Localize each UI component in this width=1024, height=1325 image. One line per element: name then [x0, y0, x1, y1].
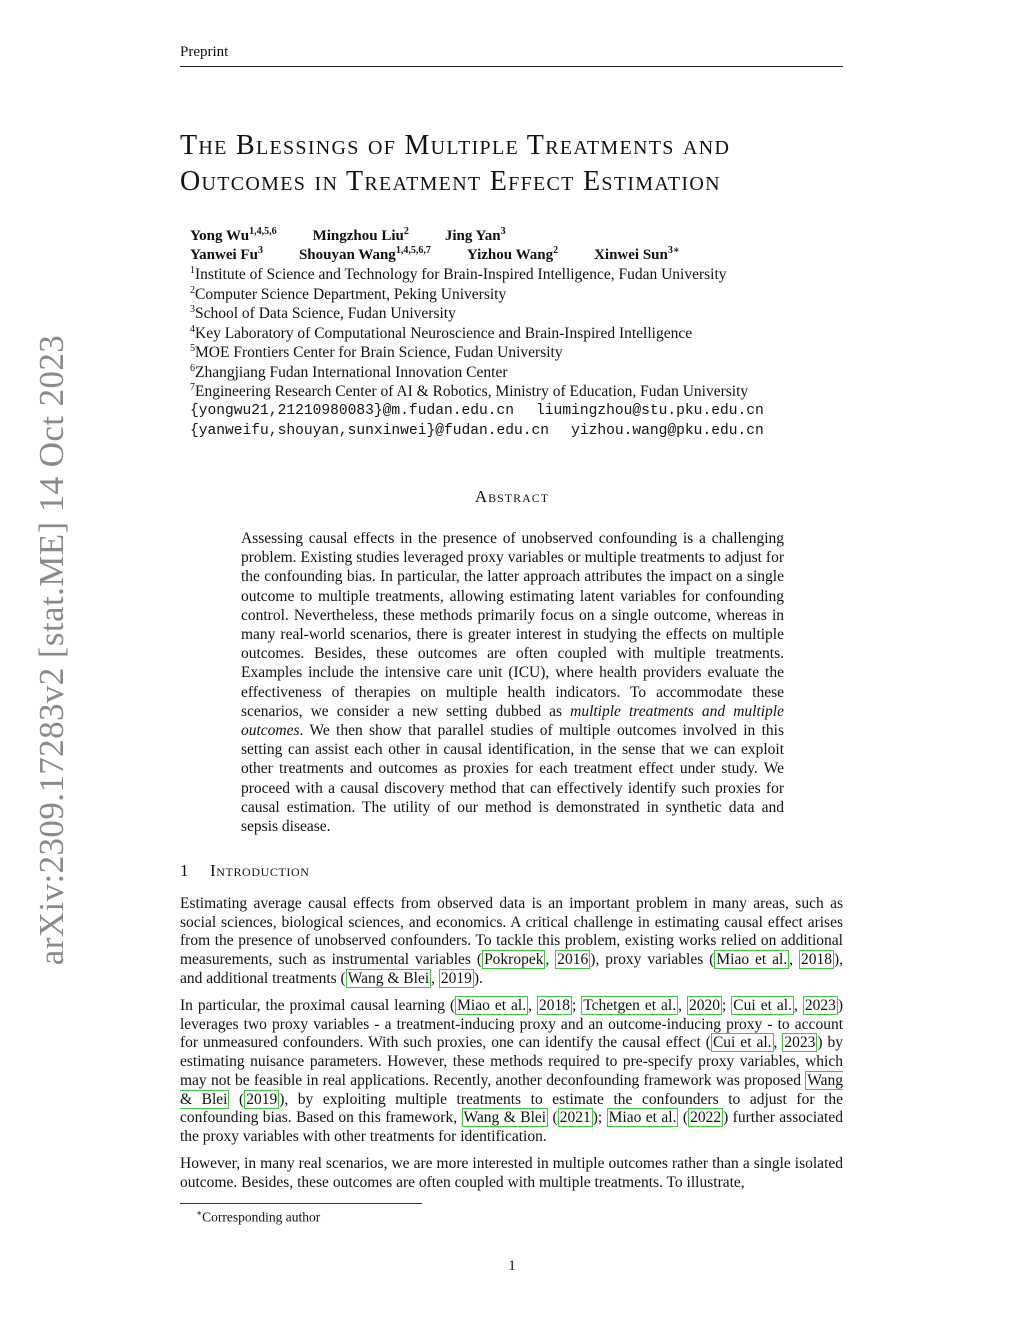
- abstract-emphasis: multiple treatments and multiple outcomes: [241, 702, 784, 740]
- citation-year-link[interactable]: 2020: [688, 997, 720, 1014]
- author: Jing Yan$^3$: [444, 226, 506, 244]
- author-row-1: [190, 227, 850, 246]
- email-address: {yanweifu,shouyan,sunxinwei}@fudan.edu.cn: [190, 423, 550, 439]
- author-list: [190, 227, 850, 265]
- email-line-1: [190, 401, 860, 421]
- affiliation: $^6$Zhangjiang Fudan International Innovation Center: [190, 362, 508, 381]
- citation-year-link[interactable]: 2019: [246, 1090, 278, 1108]
- intro-paragraph-2: In particular, the proximal causal learning ( Miao et al. , 2018 ; Tchetgen et al. , 2020 ; Cui et al. , 2023 ) leverages two proxy variables - a treatment-inducing proxy and an outcome-inducing proxy - to account for unmeasured confounders. With such proxies, one can identify the causal effect ( Cui et al. , 2023 ) by estimating nuisance parameters. However, these methods required to pre-specify proxy variables, which may not be feasible in real applications. Recently, another deconfounding framework was proposed Wang & Blei ( 2019 ), by exploiting multiple treatments to estimate the confounders to adjust for the confounding bias. Based on this framework, Wang & Blei ( 2021 ); Miao et al. ( 2022 ) further associated the proxy variables with other treatments for identification.: [180, 997, 844, 1145]
- email-address: liumingzhou@stu.pku.edu.cn: [536, 403, 764, 419]
- citation-link[interactable]: Wang & Blei: [180, 1071, 843, 1108]
- author: Yong Wu$^{1,4,5,6}$: [190, 226, 277, 244]
- citation-year-link[interactable]: 2019: [440, 969, 472, 987]
- title-line-2: Outcomes in Treatment Effect Estimation: [180, 166, 721, 197]
- affiliation: $^7$Engineering Research Center of AI & Robotics, Ministry of Education, Fudan University: [190, 381, 749, 400]
- citation-year-link[interactable]: 2023: [784, 1034, 816, 1052]
- email-address: yizhou.wang@pku.edu.cn: [571, 423, 764, 439]
- author: Yanwei Fu$^3$: [190, 245, 263, 263]
- citation-link[interactable]: Tchetgen et al.: [583, 997, 677, 1014]
- section-number: 1: [180, 861, 190, 880]
- paper-title: [180, 128, 860, 200]
- footnote: [196, 1208, 320, 1226]
- author: Yizhou Wang$^2$: [466, 245, 559, 263]
- citation-link[interactable]: Miao et al.: [608, 1109, 677, 1127]
- footnote-rule: [180, 1203, 422, 1204]
- footnote-text: Corresponding author: [202, 1209, 321, 1225]
- title-line-1: The Blessings of Multiple Treatments and: [180, 130, 731, 161]
- citation-link[interactable]: Wang & Blei: [347, 969, 430, 987]
- email-address: {yongwu21,21210980083}@m.fudan.edu.cn: [190, 403, 515, 419]
- citation-year-link[interactable]: 2018: [538, 997, 570, 1014]
- affiliation-list: [190, 265, 850, 402]
- citation-link[interactable]: Miao et al.: [716, 951, 788, 969]
- citation-link[interactable]: Cui et al.: [712, 1034, 772, 1052]
- citation-year-link[interactable]: 2023: [804, 997, 836, 1014]
- section-heading: [180, 861, 310, 881]
- citation-link[interactable]: Pokropek: [484, 951, 544, 969]
- affiliation: $^4$Key Laboratory of Computational Neuroscience and Brain-Inspired Intelligence: [190, 323, 693, 342]
- citation-link[interactable]: Wang & Blei: [463, 1109, 547, 1127]
- citation-link[interactable]: Miao et al.: [457, 997, 527, 1014]
- author: Mingzhou Liu$^2$: [312, 226, 409, 244]
- header-rule: [180, 66, 843, 67]
- affiliation: $^3$School of Data Science, Fudan University: [190, 303, 456, 322]
- section-title: Introduction: [210, 861, 310, 880]
- author-row-2: [190, 246, 850, 265]
- abstract-body: Assessing causal effects in the presence of unobserved confounding is a challenging problem. Existing studies leveraged proxy variables or multiple treatments to adjust for the confounding bias. In particular, the latter approach attributes the impact on a single outcome to multiple treatments, allowing estimating latent variables for confounding control. Nevertheless, these methods primarily focus on a single outcome, whereas in many real-world scenarios, there is greater interest in studying the effects on multiple outcomes. Besides, these outcomes are often coupled with multiple treatments. Examples include the intensive care unit (ICU), where health providers evaluate the effectiveness of therapies on multiple health indicators. To accommodate these scenarios, we consider a new setting dubbed as multiple treatments and multiple outcomes. We then show that parallel studies of multiple outcomes involved in this setting can assist each other in causal identification, in the sense that we can exploit other treatments and outcomes as proxies for each treatment effect under study. We proceed with a causal discovery method that can effectively identify such proxies for causal estimation. The utility of our method is demonstrated in synthetic data and sepsis disease.: [241, 530, 784, 836]
- citation-link[interactable]: Cui et al.: [733, 997, 792, 1014]
- abstract-heading: Abstract: [474, 487, 550, 506]
- email-list: [190, 401, 860, 441]
- affiliation: $^5$MOE Frontiers Center for Brain Science, Fudan University: [190, 342, 563, 361]
- arxiv-stamp: arXiv:2309.17283v2 [stat.ME] 14 Oct 2023: [32, 334, 71, 966]
- citation-year-link[interactable]: 2016: [557, 951, 589, 969]
- affiliation: $^2$Computer Science Department, Peking University: [190, 284, 507, 303]
- citation-year-link[interactable]: 2022: [690, 1109, 722, 1127]
- intro-paragraph-1: Estimating average causal effects from observed data is an important problem in many areas, such as social sciences, biological sciences, and economics. A critical challenge in estimating causal effect arises from the presence of unobserved confounders. To tackle this problem, existing works relied on additional measurements, such as instrumental variables ( Pokropek , 2016 ), proxy variables ( Miao et al. , 2018 ), and additional treatments ( Wang & Blei , 2019 ).: [180, 895, 844, 987]
- citation-year-link[interactable]: 2021: [559, 1109, 591, 1127]
- running-header: Preprint: [180, 44, 229, 60]
- page-number: 1: [508, 1258, 516, 1274]
- footnote-mark: ∗: [196, 1208, 203, 1218]
- affiliation: $^1$Institute of Science and Technology for Brain-Inspired Intelligence, Fudan University: [190, 264, 727, 283]
- email-line-2: [190, 421, 860, 441]
- author: Shouyan Wang$^{1,4,5,6,7}$: [298, 245, 431, 263]
- citation-year-link[interactable]: 2018: [800, 951, 832, 969]
- author: Xinwei Sun$^{3∗}$: [594, 245, 680, 263]
- intro-paragraph-3: However, in many real scenarios, we are more interested in multiple outcomes rather than a single isolated outcome. Besides, these outcomes are often coupled with multiple treatments. To illustrate,: [180, 1155, 843, 1191]
